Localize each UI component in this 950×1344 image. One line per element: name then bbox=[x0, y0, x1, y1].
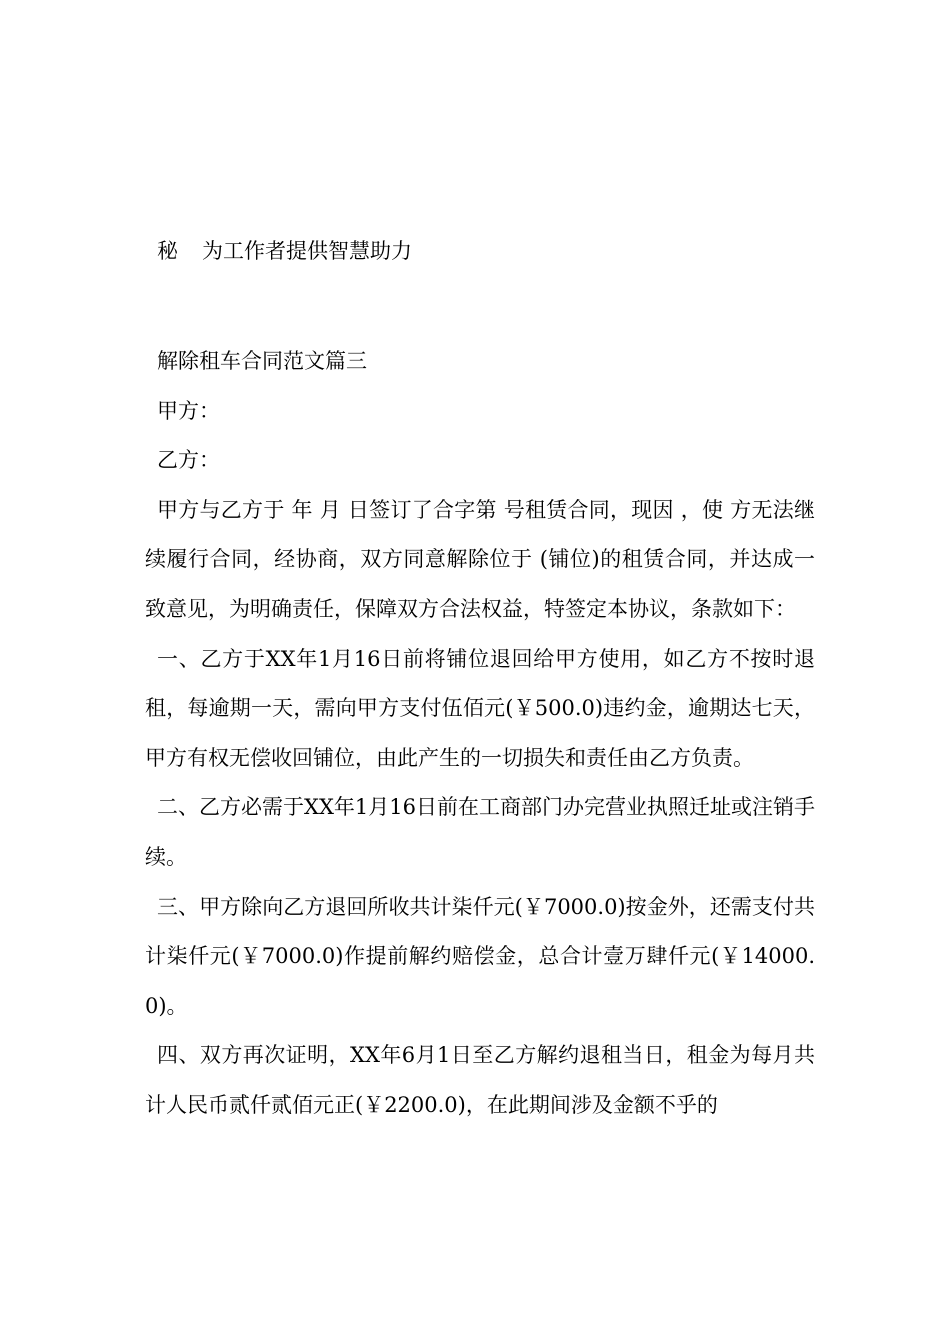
document-body bbox=[145, 337, 815, 1131]
party-b-label: 乙方： bbox=[157, 448, 220, 473]
page-header bbox=[157, 236, 412, 266]
clause-1: 一、乙方于XX年1月16日前将铺位退回给甲方使用，如乙方不按时退租，每逾期一天，需向甲方支付伍佰元(￥500.0)违约金，逾期达七天，甲方有权无偿收回铺位，由此产生的一切损失和责任由乙方负责。 bbox=[145, 646, 815, 770]
party-a-label: 甲方： bbox=[157, 398, 220, 423]
clause-2: 二、乙方必需于XX年1月16日前在工商部门办完营业执照迁址或注销手续。 bbox=[145, 795, 815, 869]
clause-4: 四、双方再次证明，XX年6月1日至乙方解约退租当日，租金为每月共计人民币贰仟贰佰元正(￥2200.0)，在此期间涉及金额不乎的 bbox=[145, 1043, 815, 1117]
intro-paragraph: 甲方与乙方于 年 月 日签订了合字第 号租赁合同，现因 ，使 方无法继续履行合同，经协商，双方同意解除位于 (铺位)的租赁合同，并达成一致意见，为明确责任，保障双方合法权益，特签定本协议，条款如下： bbox=[145, 497, 815, 621]
clause-3: 三、甲方除向乙方退回所收共计柒仟元(￥7000.0)按金外，还需支付共计柒仟元(￥7000.0)作提前解约赔偿金，总合计壹万肆仟元(￥14000.0)。 bbox=[145, 894, 815, 1018]
header-mark: 秘 bbox=[157, 239, 178, 263]
header-slogan: 为工作者提供智慧助力 bbox=[202, 239, 412, 263]
document-title: 解除租车合同范文篇三 bbox=[157, 349, 367, 373]
